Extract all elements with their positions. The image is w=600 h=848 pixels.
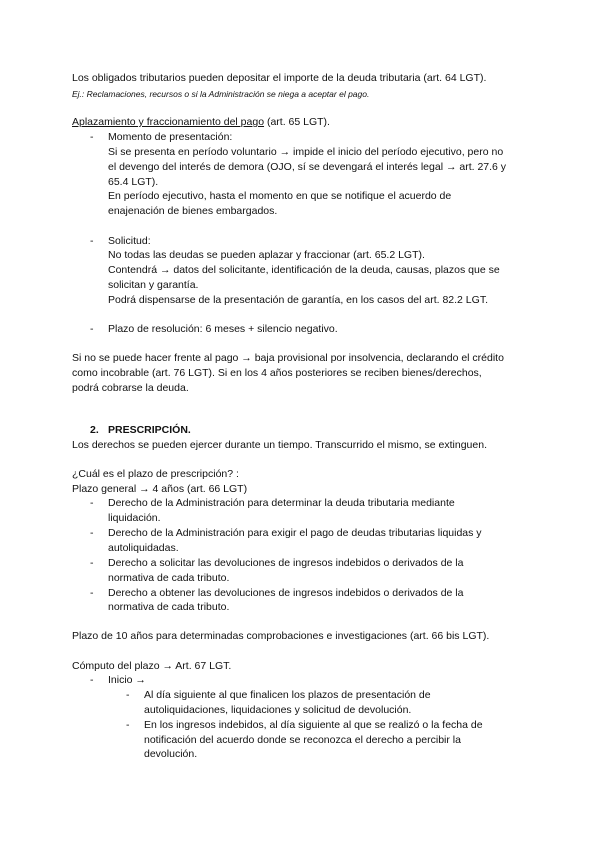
list-dash: - — [90, 131, 94, 143]
list-dash: - — [90, 235, 94, 247]
list-item-line: Derecho de la Administración para exigir el pago de deudas tributarias liquidas y — [108, 527, 482, 539]
solicitud-line: Podrá dispensarse de la presentación de garantía, en los casos del art. 82.2 LGT. — [108, 294, 488, 306]
plazo-general: Plazo general → 4 años (art. 66 LGT) — [72, 483, 248, 495]
momento-line: el devengo del interés de demora (OJO, sí se devengará el interés legal → art. 27.6 y — [108, 161, 507, 173]
sub-item-line: Al día siguiente al que finalicen los plazos de presentación de — [144, 689, 431, 701]
insolvencia-line: como incobrable (art. 76 LGT). Si en los 4 años posteriores se reciben bienes/derechos, — [72, 367, 482, 379]
list-dash: - — [90, 323, 94, 335]
list-dash: - — [90, 587, 94, 599]
section-number: 2. — [90, 424, 99, 436]
aplazamiento-ref: (art. 65 LGT). — [264, 116, 330, 128]
momento-label: Momento de presentación: — [108, 131, 233, 143]
list-item-line: liquidación. — [108, 512, 161, 524]
plazo-resolucion: Plazo de resolución: 6 meses + silencio negativo. — [108, 323, 338, 335]
section-title: PRESCRIPCIÓN. — [108, 424, 191, 436]
aplazamiento-heading — [72, 115, 330, 129]
deposit-paragraph: Los obligados tributarios pueden depositar el importe de la deuda tributaria (art. 64 LGT). — [72, 72, 487, 84]
list-item-line: autoliquidadas. — [108, 542, 179, 554]
list-dash: - — [126, 719, 130, 731]
list-dash: - — [90, 527, 94, 539]
list-dash: - — [90, 557, 94, 569]
sub-item-line: En los ingresos indebidos, al día siguiente al que se realizó o la fecha de — [144, 719, 483, 731]
solicitud-label: Solicitud: — [108, 235, 151, 247]
insolvencia-line: Si no se puede hacer frente al pago → baja provisional por insolvencia, declarando el crédito — [72, 352, 504, 364]
sub-item-line: devolución. — [144, 748, 198, 760]
example-note: Ej.: Reclamaciones, recursos o si la Administración se niega a aceptar el pago. — [72, 89, 370, 99]
list-item-line: Derecho a solicitar las devoluciones de ingresos indebidos o derivados de la — [108, 557, 464, 569]
solicitud-line: solicitan y garantía. — [108, 279, 199, 291]
solicitud-line: Contendrá → datos del solicitante, identificación de la deuda, causas, plazos que se — [108, 264, 500, 276]
list-item-line: Derecho de la Administración para determinar la deuda tributaria mediante — [108, 497, 455, 509]
sub-item-line: autoliquidaciones, liquidaciones y solicitud de devolución. — [144, 704, 412, 716]
sub-item-line: notificación del acuerdo donde se reconozca el derecho a percibir la — [144, 734, 461, 746]
momento-line: En período ejecutivo, hasta el momento en que se notifique el acuerdo de — [108, 190, 452, 202]
list-dash: - — [126, 689, 130, 701]
computo-heading: Cómputo del plazo → Art. 67 LGT. — [72, 660, 232, 672]
list-dash: - — [90, 674, 94, 686]
prescripcion-intro: Los derechos se pueden ejercer durante un tiempo. Transcurrido el mismo, se extinguen. — [72, 439, 487, 451]
solicitud-line: No todas las deudas se pueden aplazar y fraccionar (art. 65.2 LGT). — [108, 249, 425, 261]
momento-line: 65.4 LGT). — [108, 176, 159, 188]
momento-line: enajenación de bienes embargados. — [108, 205, 278, 217]
momento-line: Si se presenta en período voluntario → impide el inicio del período ejecutivo, pero no — [108, 146, 504, 158]
aplazamiento-title: Aplazamiento y fraccionamiento del pago — [72, 116, 265, 128]
insolvencia-line: podrá cobrarse la deuda. — [72, 382, 189, 394]
list-item-line: normativa de cada tributo. — [108, 572, 230, 584]
list-dash: - — [90, 497, 94, 509]
list-item-line: normativa de cada tributo. — [108, 601, 230, 613]
inicio-label: Inicio → — [108, 674, 146, 686]
list-item-line: Derecho a obtener las devoluciones de ingresos indebidos o derivados de la — [108, 587, 464, 599]
diez-anos-paragraph: Plazo de 10 años para determinadas comprobaciones e investigaciones (art. 66 bis LGT). — [72, 630, 490, 642]
prescripcion-question: ¿Cuál es el plazo de prescripción? : — [72, 468, 239, 480]
